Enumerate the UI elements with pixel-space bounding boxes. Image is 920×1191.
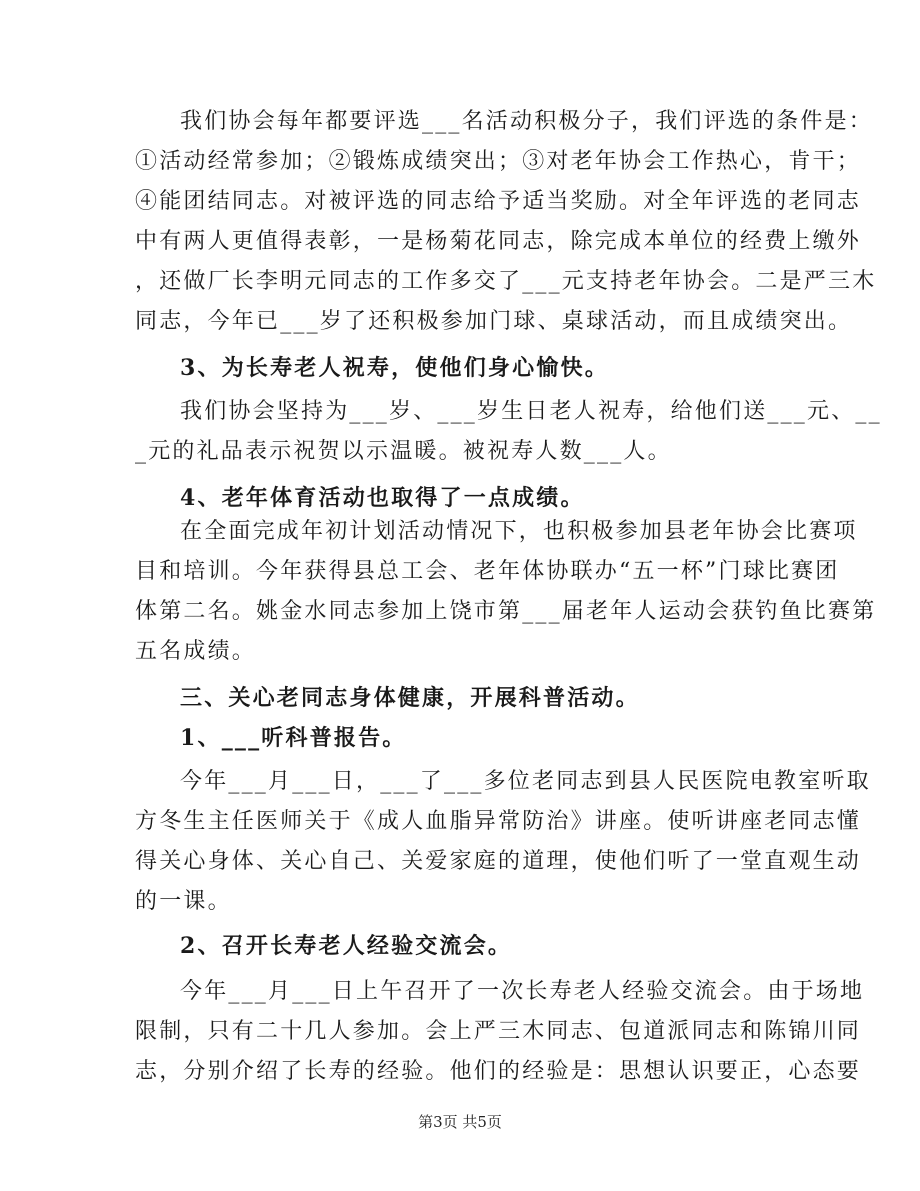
paragraph-line: _元的礼品表示祝贺以示温暖。被祝寿人数___人。 [135,439,672,464]
paragraph-line: 的一课。 [135,889,232,914]
section-heading: 2、召开长寿老人经验交流会。 [180,933,513,959]
paragraph-line: 在全面完成年初计划活动情况下，也积极参加县老年协会比赛项 [180,519,858,544]
paragraph-line: 中有两人更值得表彰，一是杨菊花同志，除完成本单位的经费上缴外 [135,229,862,254]
paragraph-line: 今年___月___日，___了___多位老同志到县人民医院电教室听取 [180,769,871,794]
section-heading: 4、老年体育活动也取得了一点成绩。 [180,485,585,511]
paragraph-line: 志，分别介绍了长寿的经验。他们的经验是：思想认识要正，心态要 [135,1059,862,1084]
section-heading: 三、关心老同志身体健康，开展科普活动。 [180,685,640,711]
paragraph-line: 我们协会坚持为___岁、___岁生日老人祝寿，给他们送___元、__ [180,399,882,424]
page-number: 第3页 共5页 [418,1113,502,1131]
paragraph-line: 限制，只有二十几人参加。会上严三木同志、包道派同志和陈锦川同 [135,1019,862,1044]
paragraph-line: ，还做厂长李明元同志的工作多交了___元支持老年协会。二是严三木 [135,269,877,294]
paragraph-line: 得关心身体、关心自己、关爱家庭的道理，使他们听了一堂直观生动 [135,849,862,874]
paragraph-line: ④能团结同志。对被评选的同志给予适当奖励。对全年评选的老同志 [135,189,862,214]
paragraph-line: 体第二名。姚金水同志参加上饶市第___届老年人运动会获钓鱼比赛第 [135,599,877,624]
paragraph-line: 五名成绩。 [135,639,257,664]
paragraph-line: ①活动经常参加；②锻炼成绩突出；③对老年协会工作热心，肯干； [135,149,862,174]
paragraph-line: 同志，今年已___岁了还积极参加门球、桌球活动，而且成绩突出。 [135,309,853,334]
section-heading: 3、为长寿老人祝寿，使他们身心愉快。 [180,355,609,381]
paragraph-line: 今年___月___日上午召开了一次长寿老人经验交流会。由于场地 [180,979,865,1004]
paragraph-line: 方冬生主任医师关于《成人血脂异常防治》讲座。使听讲座老同志懂 [135,809,862,834]
paragraph-line: 我们协会每年都要评选___名活动积极分子，我们评选的条件是： [180,109,874,134]
section-heading: 1、___听科普报告。 [180,725,407,751]
paragraph-line: 目和培训。今年获得县总工会、老年体协联办“五一杯”门球比赛团 [135,559,840,584]
